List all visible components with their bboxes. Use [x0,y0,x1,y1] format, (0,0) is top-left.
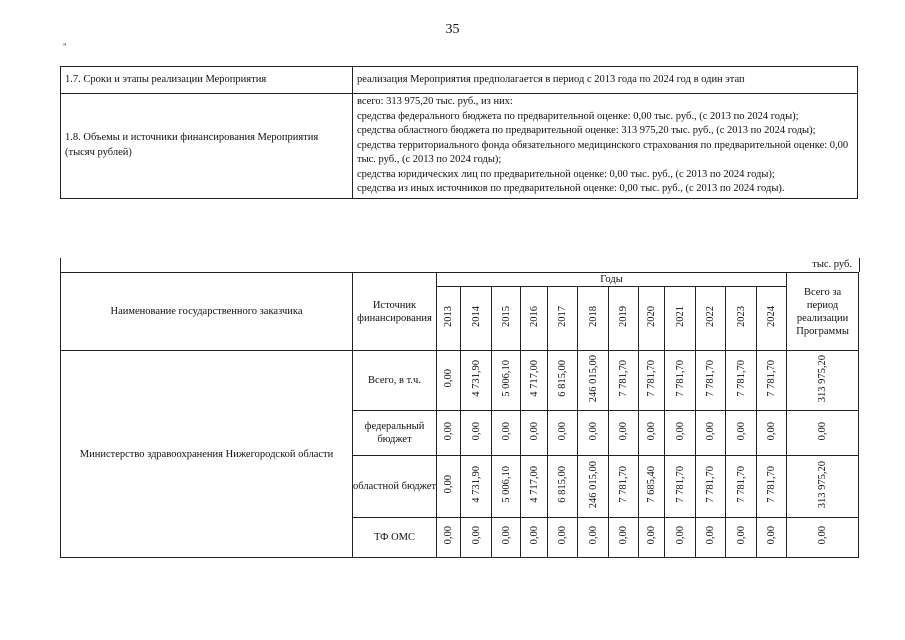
value-cell [757,518,787,558]
year-header-cell [757,287,787,351]
value-text: 7 781,70 [705,360,716,397]
value-text: 0,00 [705,526,716,545]
value-text: 0,00 [470,526,482,545]
value-cell [578,518,609,558]
header-total: Всего за период реализации Программы [787,273,859,351]
total-cell [787,351,859,411]
value-text: 7 781,70 [705,466,716,503]
year-label: 2023 [735,306,747,327]
total-cell [787,518,859,558]
source-cell: областной бюджет [353,456,437,518]
value-cell [578,456,609,518]
year-header-cell [461,287,492,351]
value-cell [757,456,787,518]
value-cell [665,351,696,411]
value-cell [521,518,548,558]
year-header-cell [521,287,548,351]
year-header-cell [639,287,665,351]
value-text: 7 781,70 [646,360,657,397]
value-text: 0,00 [500,526,512,545]
value-text: 7 781,70 [766,466,778,503]
value-text: 0,00 [766,526,778,545]
value-cell [639,411,665,456]
value-text: 7 781,70 [674,466,686,503]
unit-label: тыс. руб. [812,259,852,270]
value-text: 6 815,00 [557,360,568,397]
value-text: 7 781,70 [618,466,629,503]
customer-cell: Министерство здравоохранения Нижегородской области [61,351,353,558]
value-cell [639,518,665,558]
value-cell [461,351,492,411]
total-text: 313 975,20 [817,354,829,403]
year-label: 2017 [557,306,568,327]
value-text: 0,00 [500,421,512,441]
value-cell [521,411,548,456]
value-cell [639,351,665,411]
value-cell [665,411,696,456]
year-label: 2022 [705,306,716,327]
value-text: 0,00 [443,526,454,545]
value-text: 0,00 [674,421,686,441]
year-header-cell [609,287,639,351]
value-cell [696,411,726,456]
table-header-row [61,273,859,287]
value-text: 0,00 [705,421,716,441]
funding-line: средства из иных источников по предварительной оценке: 0,00 тыс. руб., (с 2013 по 2024 годы). [357,183,785,194]
year-label: 2014 [470,306,482,327]
value-text: 7 781,70 [674,360,686,397]
value-cell [578,411,609,456]
value-cell [696,351,726,411]
year-header-cell [696,287,726,351]
value-text: 0,00 [557,421,568,441]
value-cell [548,351,578,411]
total-text: 313 975,20 [817,460,829,509]
year-label: 2021 [674,306,686,327]
value-cell [696,456,726,518]
section-1-7-row [61,67,858,94]
value-cell [726,411,757,456]
value-text: 0,00 [470,421,482,441]
year-header-cell [437,287,461,351]
value-cell [461,518,492,558]
value-text: 4 717,00 [528,466,540,503]
value-text: 246 015,00 [587,460,599,509]
value-text: 7 781,70 [618,360,629,397]
value-text: 0,00 [443,369,454,388]
value-cell [492,456,521,518]
value-cell [757,411,787,456]
value-text: 0,00 [528,526,540,545]
value-text: 0,00 [618,421,629,441]
header-source: Источник финансирования [353,273,437,351]
value-cell [437,518,461,558]
header-customer: Наименование государственного заказчика [61,273,353,351]
value-cell [437,456,461,518]
value-text: 0,00 [443,475,454,494]
section-1-7-value: реализация Мероприятия предполагается в период с 2013 года по 2024 год в один этап [353,67,858,94]
value-text: 246 015,00 [587,354,599,403]
value-text: 0,00 [587,421,599,441]
value-cell [548,411,578,456]
year-header-cell [548,287,578,351]
year-header-cell [492,287,521,351]
value-cell [609,351,639,411]
value-text: 0,00 [587,526,599,545]
value-cell [548,518,578,558]
total-text: 0,00 [817,526,829,545]
funding-line: средства областного бюджета по предварительной оценке: 313 975,20 тыс. руб., (с 2013 по 2024 годы); [357,125,816,136]
value-cell [437,351,461,411]
value-text: 4 731,90 [470,466,482,503]
value-text: 7 685,40 [646,466,657,503]
value-cell [665,456,696,518]
total-text: 0,00 [817,421,829,441]
value-cell [726,456,757,518]
value-text: 0,00 [646,421,657,441]
value-text: 4 717,00 [528,360,540,397]
value-text: 0,00 [528,421,540,441]
funding-line: всего: 313 975,20 тыс. руб., из них: [357,96,513,107]
value-cell [492,411,521,456]
section-1-7-label: 1.7. Сроки и этапы реализации Мероприятия [61,67,353,94]
value-cell [726,351,757,411]
value-text: 0,00 [618,526,629,545]
value-cell [757,351,787,411]
year-header-cell [726,287,757,351]
value-text: 0,00 [646,526,657,545]
section-1-8-label: 1.8. Объемы и источники финансирования Мероприятия (тысяч рублей) [61,94,353,199]
value-text: 7 781,70 [735,466,747,503]
value-cell [726,518,757,558]
value-cell [521,351,548,411]
value-text: 0,00 [766,421,778,441]
year-label: 2015 [500,306,512,327]
value-text: 0,00 [557,526,568,545]
value-cell [665,518,696,558]
year-label: 2016 [528,306,540,327]
value-text: 0,00 [735,421,747,441]
value-cell [609,518,639,558]
value-cell [461,411,492,456]
header-years: Годы [437,273,787,287]
source-cell: федеральный бюджет [353,411,437,456]
year-label: 2018 [587,306,599,327]
funding-line: средства территориального фонда обязательного медицинского страхования по предварительной оценке: 0,00 тыс. руб., (с 2013 по 2024 годы); [357,139,849,165]
value-cell [609,456,639,518]
value-cell [437,411,461,456]
source-cell: Всего, в т.ч. [353,351,437,411]
value-cell [521,456,548,518]
section-1-8-row [61,94,858,199]
value-text: 6 815,00 [557,466,568,503]
table-row [61,351,859,411]
value-text: 0,00 [735,526,747,545]
value-text: 0,00 [674,526,686,545]
value-cell [696,518,726,558]
year-header-cell [665,287,696,351]
value-cell [461,456,492,518]
year-header-cell [578,287,609,351]
unit-label-row [60,258,860,272]
value-cell [609,411,639,456]
quote-mark: " [63,42,67,52]
year-label: 2024 [766,306,778,327]
value-text: 0,00 [443,421,454,441]
funding-line: средства федерального бюджета по предварительной оценке: 0,00 тыс. руб., (с 2013 по 2024 годы); [357,110,799,122]
year-label: 2020 [646,306,657,327]
source-cell: ТФ ОМС [353,518,437,558]
value-text: 7 781,70 [766,360,778,397]
value-cell [578,351,609,411]
year-label: 2013 [443,306,454,327]
finance-table [60,272,859,558]
funding-line: средства юридических лиц по предварительной оценке: 0,00 тыс. руб., (с 2013 по 2024 годы); [357,168,775,180]
page-number: 35 [445,22,460,37]
total-cell [787,411,859,456]
value-text: 5 006,10 [500,360,512,397]
value-cell [548,456,578,518]
total-cell [787,456,859,518]
year-label: 2019 [618,306,629,327]
section-1-8-value [353,94,858,199]
value-text: 5 006,10 [500,466,512,503]
value-text: 4 731,90 [470,360,482,397]
value-cell [492,518,521,558]
value-text: 7 781,70 [735,360,747,397]
value-cell [639,456,665,518]
value-cell [492,351,521,411]
passport-table [60,66,858,199]
